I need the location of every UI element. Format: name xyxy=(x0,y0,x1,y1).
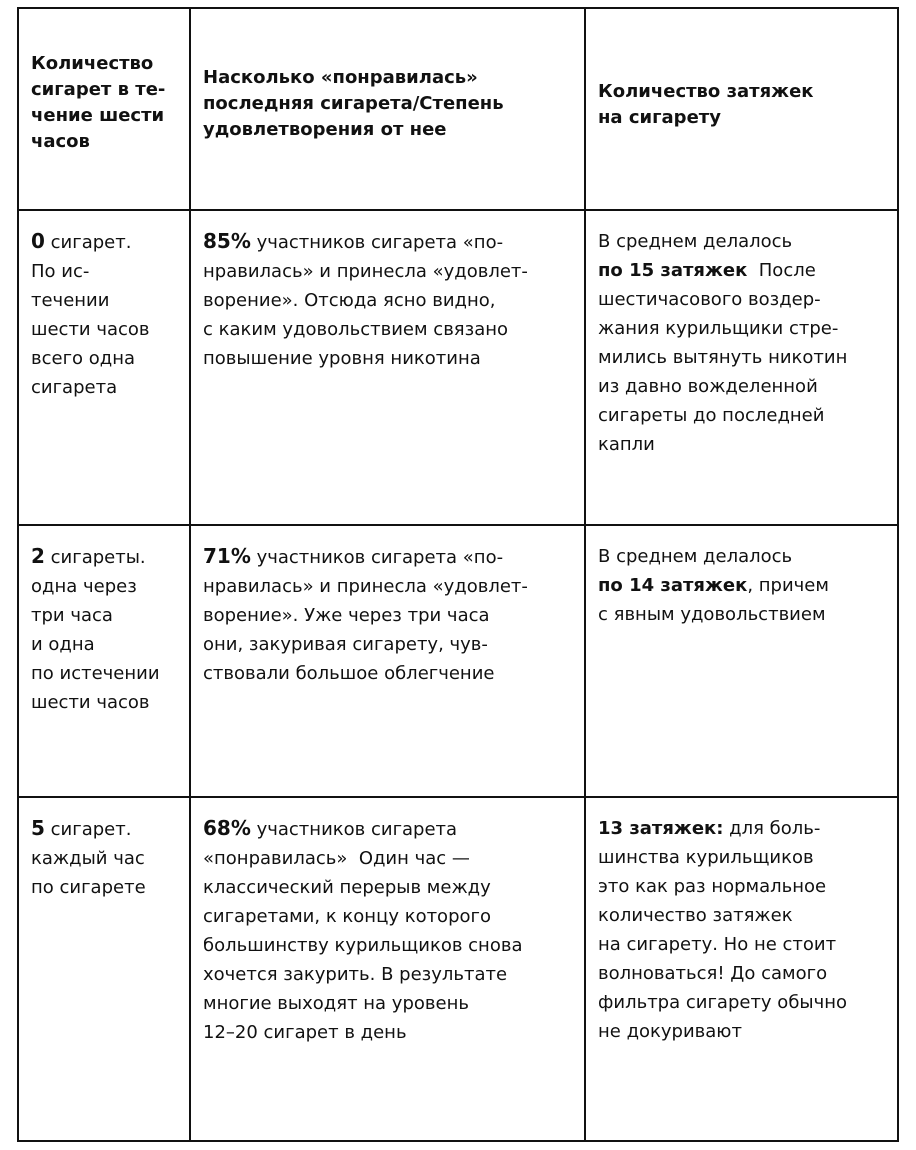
count-line: три часа xyxy=(31,605,113,626)
puffs-line: шестичасового воздер- xyxy=(598,289,821,310)
count-text: сигарет. xyxy=(44,819,132,840)
satisfaction-line: хочется закурить. В результате xyxy=(203,964,508,985)
count-line: шести часов xyxy=(31,692,150,713)
count-line: по истечении xyxy=(31,663,160,684)
satisfaction-line: ствовали большое облегчение xyxy=(203,663,495,684)
count-line: всего одна xyxy=(31,348,136,369)
count-line: каждый час xyxy=(31,848,145,869)
count-line: и одна xyxy=(31,634,95,655)
puffs-line: из давно вожделенной xyxy=(598,376,818,397)
count-number: 2 xyxy=(31,544,45,568)
count-number: 5 xyxy=(31,816,45,840)
count-text: сигареты. xyxy=(44,547,146,568)
percent-value: 68% xyxy=(203,816,251,840)
satisfaction-line: большинству курильщиков снова xyxy=(203,935,523,956)
header-line: на сигарету xyxy=(598,107,721,128)
puffs-line: шинства курильщиков xyxy=(598,847,814,868)
percent-value: 71% xyxy=(203,544,251,568)
satisfaction-line: классический перерыв между xyxy=(203,877,491,898)
satisfaction-cell xyxy=(190,525,585,797)
header-line: последняя сигарета/Степень xyxy=(203,93,504,114)
puffs-line: с явным удовольствием xyxy=(598,604,826,625)
header-line: Количество затяжек xyxy=(598,81,814,102)
satisfaction-line: ворение». Отсюда ясно видно, xyxy=(203,290,496,311)
puffs-cell xyxy=(585,210,898,525)
count-cell xyxy=(18,525,190,797)
puffs-line: волноваться! До самого xyxy=(598,963,828,984)
satisfaction-line: нравилась» и принесла «удовлет- xyxy=(203,261,528,282)
satisfaction-line: они, закуривая сигарету, чув- xyxy=(203,634,488,655)
puffs-line: фильтра сигарету обычно xyxy=(598,992,848,1013)
satisfaction-line: с каким удовольствием связано xyxy=(203,319,509,340)
count-line: по сигарете xyxy=(31,877,146,898)
puffs-line: В среднем делалось xyxy=(598,546,793,567)
count-line: шести часов xyxy=(31,319,150,340)
puffs-count: по 14 затяжек xyxy=(598,575,748,596)
puffs-line: сигареты до последней xyxy=(598,405,825,426)
count-number: 0 xyxy=(31,229,45,253)
header-line: чение шести xyxy=(31,105,165,126)
puffs-count: по 15 затяжек xyxy=(598,260,748,281)
puffs-cell xyxy=(585,525,898,797)
puffs-line: это как раз нормальное xyxy=(598,876,827,897)
satisfaction-cell xyxy=(190,797,585,1141)
puffs-count: 13 затяжек: xyxy=(598,818,724,839)
satisfaction-text: участников сигарета xyxy=(250,819,458,840)
count-cell xyxy=(18,797,190,1141)
header-cell-count xyxy=(18,8,190,210)
header-line: Насколько «понравилась» xyxy=(203,67,478,88)
count-cell xyxy=(18,210,190,525)
puffs-text: , причем xyxy=(747,575,829,596)
puffs-line: мились вытянуть никотин xyxy=(598,347,848,368)
satisfaction-line: нравилась» и принесла «удовлет- xyxy=(203,576,528,597)
puffs-line: не докуривают xyxy=(598,1021,742,1042)
header-cell-puffs xyxy=(585,8,898,210)
count-line: сигарета xyxy=(31,377,118,398)
satisfaction-line: сигаретами, к концу которого xyxy=(203,906,491,927)
puffs-cell xyxy=(585,797,898,1141)
puffs-text: для боль- xyxy=(723,818,821,839)
satisfaction-text: участников сигарета «по- xyxy=(250,547,504,568)
percent-value: 85% xyxy=(203,229,251,253)
header-line: часов xyxy=(31,131,90,152)
header-line: сигарет в те- xyxy=(31,79,166,100)
table-row xyxy=(18,797,898,1141)
header-cell-satisfaction xyxy=(190,8,585,210)
satisfaction-line: повышение уровня никотина xyxy=(203,348,481,369)
count-line: По ис- xyxy=(31,261,90,282)
satisfaction-cell xyxy=(190,210,585,525)
puffs-text: После xyxy=(747,260,816,281)
header-line: удовлетворения от нее xyxy=(203,119,447,140)
count-line: течении xyxy=(31,290,110,311)
puffs-line: количество затяжек xyxy=(598,905,793,926)
count-line: одна через xyxy=(31,576,137,597)
satisfaction-line: «понравилась» Один час — xyxy=(203,848,470,869)
puffs-line: В среднем делалось xyxy=(598,231,793,252)
puffs-line: капли xyxy=(598,434,655,455)
count-text: сигарет. xyxy=(44,232,132,253)
table-row xyxy=(18,210,898,525)
satisfaction-line: ворение». Уже через три часа xyxy=(203,605,490,626)
puffs-line: жания курильщики стре- xyxy=(598,318,839,339)
header-line: Количество xyxy=(31,53,154,74)
satisfaction-line: 12–20 сигарет в день xyxy=(203,1022,407,1043)
satisfaction-line: многие выходят на уровень xyxy=(203,993,469,1014)
satisfaction-text: участников сигарета «по- xyxy=(250,232,504,253)
puffs-line: на сигарету. Но не стоит xyxy=(598,934,837,955)
table-row xyxy=(18,525,898,797)
comparison-table xyxy=(17,7,899,1142)
header-row xyxy=(18,8,898,210)
